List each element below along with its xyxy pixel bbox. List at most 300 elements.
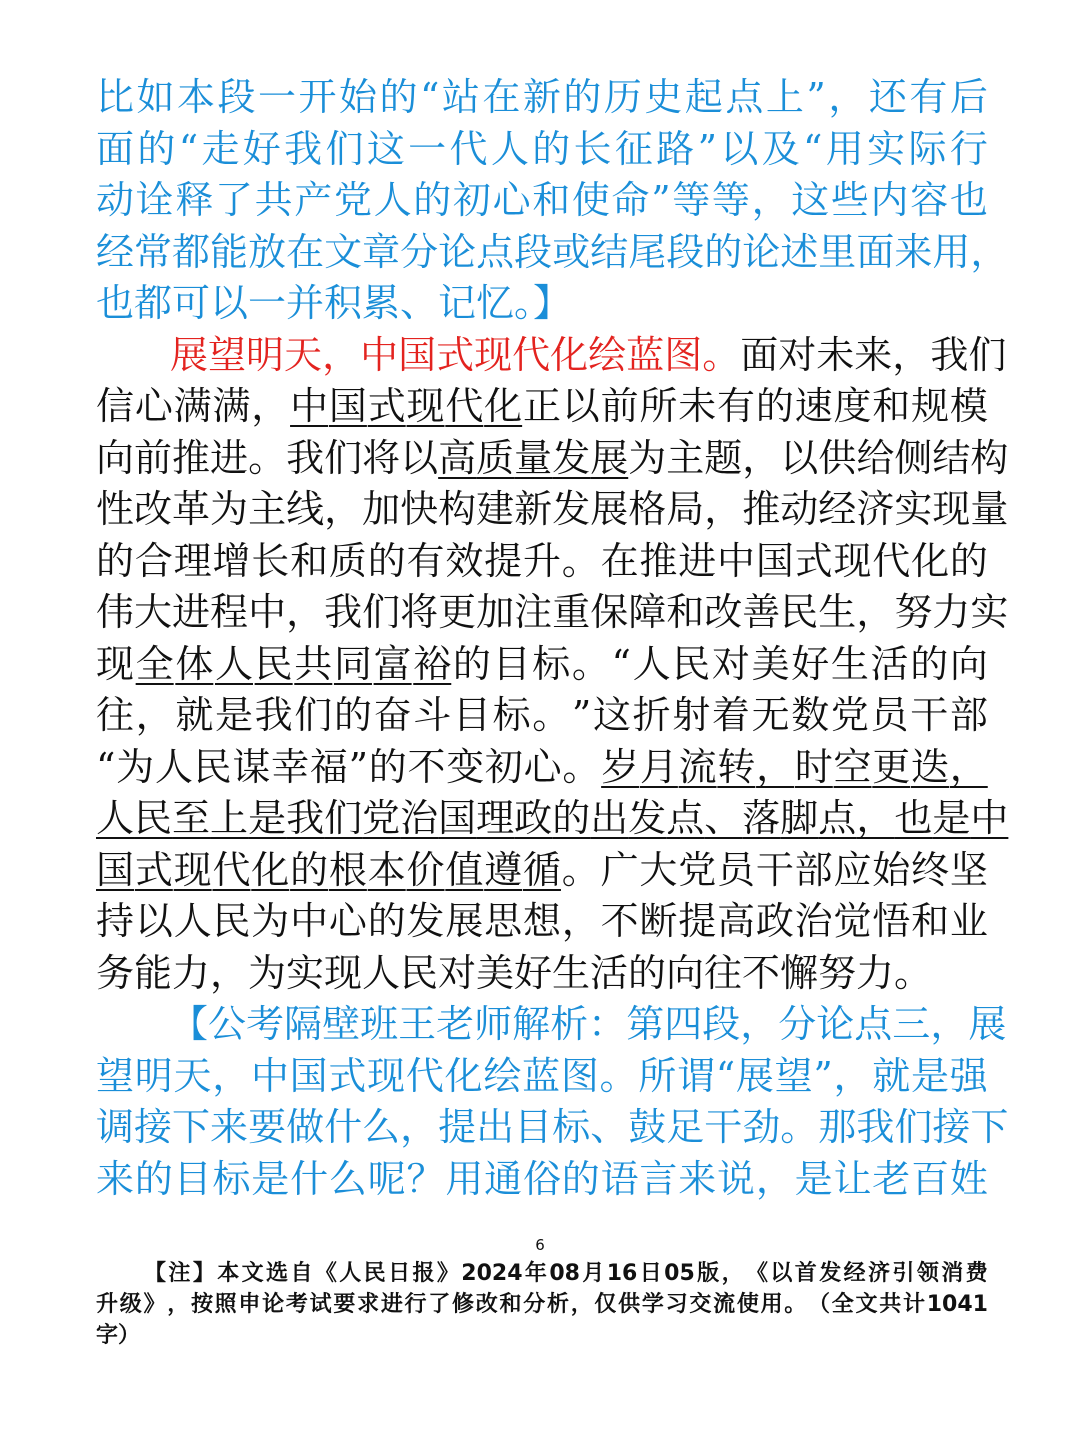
glyph: 党	[333, 178, 372, 222]
glyph: 升	[96, 1292, 119, 1317]
glyph: 们	[968, 332, 1007, 377]
glyph: 共	[294, 641, 333, 686]
glyph: 正	[522, 384, 561, 428]
glyph: 量	[970, 487, 1009, 531]
glyph: 不	[407, 744, 446, 789]
glyph: 国	[289, 1053, 328, 1098]
glyph: ”	[813, 1053, 833, 1098]
glyph: 的	[563, 75, 602, 119]
glyph: ，	[251, 384, 290, 428]
glyph: 论	[262, 1292, 285, 1317]
glyph: 这	[791, 178, 830, 222]
glyph: 要	[333, 1292, 356, 1317]
glyph: 干	[755, 847, 794, 892]
glyph: 老	[872, 1156, 911, 1201]
glyph: 明	[134, 1053, 173, 1098]
glyph: 出	[476, 1105, 515, 1149]
glyph: 段	[666, 229, 705, 274]
glyph: 新	[522, 75, 561, 119]
glyph: 构	[970, 435, 1009, 480]
glyph: 终	[911, 847, 950, 892]
commentary-top-line	[96, 72, 988, 124]
glyph: 为	[116, 744, 155, 789]
glyph: 壁	[322, 1002, 361, 1046]
glyph: 信	[96, 384, 135, 428]
glyph: 点	[666, 796, 705, 840]
glyph: ，	[400, 1105, 439, 1149]
glyph: 通	[484, 1156, 523, 1201]
glyph: 快	[400, 487, 439, 531]
glyph: 初	[452, 178, 491, 222]
glyph: 下	[172, 1105, 211, 1149]
glyph: 对	[711, 641, 750, 686]
glyph: 考	[246, 1002, 285, 1046]
glyph: 能	[210, 229, 249, 274]
footnote-line	[96, 1289, 988, 1320]
glyph: 这	[592, 693, 631, 737]
glyph: 未	[816, 332, 855, 377]
glyph: 也	[949, 178, 988, 222]
glyph: ，	[970, 229, 1009, 274]
glyph: ”	[348, 744, 368, 789]
glyph: ，	[828, 75, 867, 119]
glyph: 共	[254, 178, 293, 222]
glyph: 段	[514, 229, 553, 274]
glyph: 论	[742, 229, 781, 274]
glyph: 发	[552, 487, 591, 531]
glyph: 望	[774, 1053, 813, 1098]
glyph: 我	[856, 1105, 895, 1149]
glyph: ，	[167, 1292, 190, 1317]
glyph: 国	[438, 796, 477, 840]
glyph: 目	[173, 1156, 212, 1201]
glyph: ”	[806, 75, 826, 119]
glyph: 比	[96, 75, 135, 119]
glyph: ，	[322, 332, 361, 377]
glyph: 及	[761, 126, 800, 171]
commentary-bottom-line	[96, 1102, 1009, 1154]
glyph: 让	[833, 1156, 872, 1201]
glyph: 觉	[833, 899, 872, 943]
glyph: 走	[201, 126, 240, 171]
glyph: 老	[436, 1002, 475, 1046]
glyph: 奋	[373, 693, 412, 737]
glyph: 实	[894, 487, 933, 531]
glyph: 使	[571, 178, 610, 222]
paragraph-line	[96, 793, 1009, 845]
glyph: 都	[172, 229, 211, 274]
glyph: 和	[666, 590, 705, 634]
glyph: ，	[740, 1002, 779, 1046]
glyph: 第	[626, 1002, 665, 1046]
glyph: 照	[214, 1292, 237, 1317]
glyph: 性	[96, 487, 135, 531]
glyph: 的	[379, 75, 418, 119]
glyph: 现	[474, 332, 513, 377]
glyph: “	[96, 744, 116, 789]
glyph: 我	[930, 332, 969, 377]
glyph: 党	[362, 796, 401, 840]
glyph: 以	[134, 899, 173, 943]
glyph: 日	[388, 1261, 411, 1286]
glyph: 《	[745, 1261, 768, 1286]
glyph: 长	[573, 126, 612, 171]
glyph: 转	[717, 744, 756, 789]
glyph: 是	[794, 1156, 833, 1201]
glyph: 所	[639, 384, 678, 428]
glyph: 文	[855, 1292, 878, 1317]
glyph: 】	[192, 1261, 215, 1286]
glyph: 现	[173, 847, 212, 892]
glyph: 现	[96, 641, 135, 686]
glyph: 格	[628, 487, 667, 531]
glyph: 人	[96, 796, 135, 840]
glyph: 言	[639, 1156, 678, 1201]
glyph: 目	[514, 1105, 553, 1149]
glyph: 面	[740, 332, 779, 377]
glyph: 。	[571, 641, 610, 686]
glyph: ，	[704, 487, 743, 531]
footnote-line	[96, 1258, 988, 1289]
glyph: 构	[438, 487, 477, 531]
glyph: 公	[208, 1002, 247, 1046]
glyph: 伟	[96, 590, 135, 634]
glyph: 和	[872, 384, 911, 428]
glyph: 上	[765, 75, 804, 119]
paragraph-line	[96, 433, 1009, 485]
commentary-top-line: 也都可以一并积累、记忆。】	[96, 281, 572, 325]
glyph: 绘	[588, 332, 627, 377]
glyph: 迭	[911, 744, 950, 789]
glyph: 福	[309, 744, 348, 789]
glyph: 述	[780, 229, 819, 274]
glyph: 心	[328, 899, 367, 943]
glyph: 什	[290, 1156, 329, 1201]
glyph: 命	[611, 178, 650, 222]
glyph: 下	[970, 1105, 1009, 1149]
glyph: 保	[590, 590, 629, 634]
glyph: 升	[522, 538, 561, 583]
glyph: 和	[911, 899, 950, 943]
glyph: 。	[532, 693, 571, 737]
glyph: 修	[452, 1292, 475, 1317]
glyph: 接	[932, 1105, 971, 1149]
glyph: 的	[137, 126, 176, 171]
paragraph-line: 务能力，为实现人民对美好生活的向往不懈努力。	[96, 950, 933, 995]
glyph: ？	[406, 1156, 445, 1201]
glyph: 改	[475, 1292, 498, 1317]
glyph: 代	[512, 332, 551, 377]
glyph: 展	[590, 487, 629, 531]
page-number: 6	[535, 1236, 545, 1254]
glyph: 这	[366, 126, 405, 171]
glyph: 现	[833, 538, 872, 583]
glyph: 建	[476, 487, 515, 531]
glyph: 提	[438, 1105, 477, 1149]
glyph: 分	[400, 229, 439, 274]
glyph: 申	[238, 1292, 261, 1317]
glyph: 我	[324, 590, 363, 634]
glyph: 现	[406, 384, 445, 428]
glyph: 谋	[232, 744, 271, 789]
glyph: 脚	[780, 796, 819, 840]
glyph: 中	[717, 538, 756, 583]
glyph: 全	[135, 641, 174, 686]
glyph: 实	[970, 590, 1009, 634]
glyph: 民	[780, 590, 819, 634]
glyph: 业	[949, 899, 988, 943]
glyph: 和	[499, 1292, 522, 1317]
glyph: 点	[818, 796, 857, 840]
glyph: 四	[664, 1002, 703, 1046]
glyph: 化	[444, 1053, 483, 1098]
glyph: 规	[911, 384, 950, 428]
glyph: 来	[854, 332, 893, 377]
glyph: 诠	[135, 178, 174, 222]
glyph: 化	[550, 332, 589, 377]
glyph: 是	[248, 796, 287, 840]
glyph: 生	[830, 641, 869, 686]
glyph: 》	[143, 1292, 166, 1317]
glyph: 点	[725, 75, 764, 119]
glyph: 展	[590, 435, 629, 480]
glyph: 年	[524, 1261, 547, 1286]
glyph: 天	[173, 1053, 212, 1098]
glyph: 注	[168, 1261, 191, 1286]
glyph: 活	[870, 641, 909, 686]
glyph: 08	[549, 1261, 580, 1286]
glyph: 本	[217, 1261, 240, 1286]
glyph: 们	[294, 693, 333, 737]
glyph: 变	[446, 744, 485, 789]
glyph: 同	[333, 641, 372, 686]
glyph: “	[715, 1053, 736, 1098]
glyph: 实	[867, 126, 906, 171]
glyph: 干	[910, 693, 949, 737]
glyph: 现	[932, 487, 971, 531]
glyph: 交	[689, 1292, 712, 1317]
glyph: 。	[562, 744, 601, 789]
glyph: 理	[476, 796, 515, 840]
glyph: 国	[398, 332, 437, 377]
glyph: ，	[856, 796, 895, 840]
glyph: 本	[367, 847, 406, 892]
glyph: 师	[474, 1002, 513, 1046]
glyph: 国	[328, 384, 367, 428]
glyph: 日	[639, 1261, 662, 1286]
glyph: 侧	[894, 435, 933, 480]
glyph: 出	[590, 796, 629, 840]
glyph: 富	[373, 641, 412, 686]
glyph: 在	[482, 75, 521, 119]
glyph: 中	[290, 899, 329, 943]
glyph: 计	[902, 1292, 925, 1317]
glyph: 流	[678, 744, 717, 789]
glyph: 历	[603, 75, 642, 119]
paragraph-line	[96, 896, 988, 948]
glyph: 人	[339, 1261, 362, 1286]
glyph: “	[178, 126, 199, 171]
glyph: 标	[532, 641, 571, 686]
glyph: 用	[445, 1156, 484, 1201]
glyph: 结	[590, 229, 629, 274]
glyph: ，	[570, 1292, 593, 1317]
glyph: 始	[872, 847, 911, 892]
glyph: 本	[177, 75, 216, 119]
glyph: 长	[251, 538, 290, 583]
glyph: 着	[711, 693, 750, 737]
glyph: 图	[560, 1053, 599, 1098]
glyph: 将	[400, 590, 439, 634]
glyph: 际	[908, 126, 947, 171]
footnote	[96, 1258, 988, 1351]
glyph: 满	[173, 384, 212, 428]
glyph: 内	[870, 178, 909, 222]
glyph: 将	[362, 435, 401, 480]
paragraph-line	[96, 484, 1009, 536]
glyph: 主	[248, 487, 287, 531]
glyph: 我	[286, 435, 325, 480]
glyph: ，	[742, 435, 781, 480]
glyph: 人	[373, 178, 412, 222]
glyph: 发	[406, 899, 445, 943]
glyph: 民	[212, 899, 251, 943]
glyph: 数	[791, 693, 830, 737]
glyph: 是	[214, 693, 253, 737]
glyph: 们	[894, 1105, 933, 1149]
glyph: 结	[932, 435, 971, 480]
glyph: 体	[175, 641, 214, 686]
glyph: 呢	[367, 1156, 406, 1201]
glyph: 了	[214, 178, 253, 222]
glyph: 来	[894, 229, 933, 274]
glyph: 以	[780, 435, 819, 480]
glyph: 章	[362, 229, 401, 274]
glyph: 面	[96, 126, 135, 171]
glyph: 政	[755, 899, 794, 943]
glyph: （	[808, 1292, 831, 1317]
glyph: 放	[248, 229, 287, 274]
glyph: 的	[561, 1156, 600, 1201]
glyph: 什	[324, 1105, 363, 1149]
glyph: 学	[641, 1292, 664, 1317]
glyph: 试	[309, 1292, 332, 1317]
glyph: 流	[713, 1292, 736, 1317]
glyph: 的	[532, 126, 571, 171]
glyph: 《	[314, 1261, 337, 1286]
glyph: 》	[436, 1261, 459, 1286]
glyph: 无	[751, 693, 790, 737]
glyph: 中	[250, 1053, 289, 1098]
glyph: 我	[286, 796, 325, 840]
glyph: 。	[248, 435, 287, 480]
glyph: 动	[96, 178, 135, 222]
glyph: 度	[833, 384, 872, 428]
glyph: 供	[618, 1292, 641, 1317]
glyph: 合	[134, 538, 173, 583]
glyph: 站	[441, 75, 480, 119]
glyph: 美	[751, 641, 790, 686]
glyph: 是	[932, 796, 971, 840]
glyph: 析	[550, 1002, 589, 1046]
glyph: 路	[656, 126, 695, 171]
paragraph-line	[96, 639, 988, 691]
glyph: 【	[144, 1261, 167, 1286]
glyph: 展	[968, 1002, 1007, 1046]
glyph: 式	[367, 384, 406, 428]
glyph: 要	[248, 1105, 287, 1149]
glyph: 常	[134, 229, 173, 274]
glyph: 注	[514, 590, 553, 634]
glyph: 为	[210, 487, 249, 531]
glyph: 些	[830, 178, 869, 222]
glyph: 一	[258, 75, 297, 119]
glyph: 斗	[413, 693, 452, 737]
glyph: 理	[173, 538, 212, 583]
glyph: 代	[212, 847, 251, 892]
glyph: 动	[780, 487, 819, 531]
glyph: ”	[651, 178, 671, 222]
glyph: 全	[831, 1292, 854, 1317]
glyph: 王	[398, 1002, 437, 1046]
glyph: 展	[445, 899, 484, 943]
glyph: 考	[285, 1292, 308, 1317]
glyph: ：	[588, 1002, 627, 1046]
glyph: 新	[514, 487, 553, 531]
glyph: 的	[552, 796, 591, 840]
glyph: 高	[438, 435, 477, 480]
glyph: 么	[328, 1156, 367, 1201]
glyph: 的	[413, 178, 452, 222]
glyph: 式	[794, 538, 833, 583]
glyph: 展	[735, 1053, 774, 1098]
glyph: 目	[492, 641, 531, 686]
glyph: 们	[325, 126, 364, 171]
glyph: 岁	[601, 744, 640, 789]
glyph: 始	[339, 75, 378, 119]
commentary-top-line	[96, 124, 988, 176]
glyph: ”	[697, 126, 718, 171]
glyph: 的	[949, 538, 988, 583]
glyph: 05	[664, 1261, 695, 1286]
glyph: 化	[251, 847, 290, 892]
glyph: 党	[830, 693, 869, 737]
glyph: 调	[96, 1105, 135, 1149]
glyph: 中	[248, 590, 287, 634]
glyph: 使	[736, 1292, 759, 1317]
glyph: ，	[135, 693, 174, 737]
glyph: 用	[932, 229, 971, 274]
glyph: 选	[266, 1261, 289, 1286]
glyph: 段	[217, 75, 256, 119]
glyph: 自	[290, 1261, 313, 1286]
glyph: 广	[600, 847, 639, 892]
glyph: 现	[367, 1053, 406, 1098]
glyph: 分	[523, 1292, 546, 1317]
glyph: 以	[561, 384, 600, 428]
glyph: 部	[949, 693, 988, 737]
glyph: 推	[639, 538, 678, 583]
glyph: ，	[856, 590, 895, 634]
glyph: 代	[449, 126, 488, 171]
glyph: 主	[666, 435, 705, 480]
glyph: 力	[932, 590, 971, 634]
glyph: 人	[632, 641, 671, 686]
glyph: 进	[172, 590, 211, 634]
commentary-bottom-line	[96, 1154, 988, 1206]
glyph: 初	[484, 744, 523, 789]
glyph: 不	[600, 899, 639, 943]
